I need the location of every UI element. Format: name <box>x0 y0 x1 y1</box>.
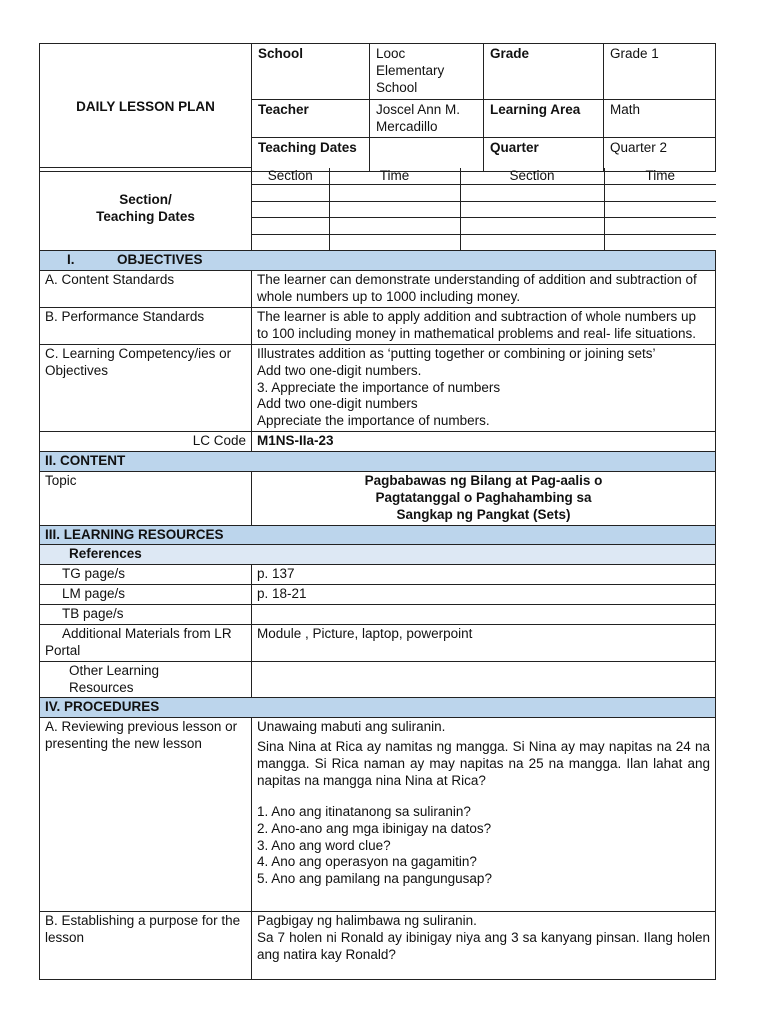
procedure-a-question: 5. Ano ang pamilang na pangungusap? <box>257 871 492 887</box>
topic-line: Sangkap ng Pangkat (Sets) <box>396 506 571 522</box>
header-table <box>39 43 716 172</box>
content-standards-label: A. Content Standards <box>40 271 252 308</box>
topic-label: Topic <box>40 471 252 525</box>
objectives-heading-num: I. <box>67 252 75 268</box>
procedure-a-question: 1. Ano ang itinatanong sa suliranin? <box>257 803 471 819</box>
tg-value: p. 137 <box>252 565 716 585</box>
schedule-cell[interactable] <box>604 201 716 218</box>
schedule-cell[interactable] <box>604 234 716 250</box>
competency-line: Appreciate the importance of numbers. <box>257 413 490 429</box>
performance-standards-text: The learner is able to apply addition and subtraction of whole numbers up to 100 including money in mathematical problems and real- life situations. <box>252 308 716 345</box>
lc-code-value: M1NS-IIa-23 <box>252 432 716 452</box>
col-section-1: Section <box>252 168 329 185</box>
schedule-grid <box>252 168 716 251</box>
schedule-label <box>40 168 252 251</box>
school-label: School <box>252 44 370 100</box>
procedure-a-question: 3. Ano ang word clue? <box>257 837 391 853</box>
additional-materials-label: Additional Materials from LR Portal <box>40 624 252 661</box>
schedule-label-line2: Teaching Dates <box>96 209 195 225</box>
schedule-label-line1: Section/ <box>119 192 172 208</box>
schedule-cell[interactable] <box>604 218 716 235</box>
competency-text <box>252 344 716 431</box>
procedure-a-intro: Unawaing mabuti ang suliranin. <box>257 719 446 735</box>
schedule-cell[interactable] <box>329 234 460 250</box>
quarter-value: Quarter 2 <box>604 138 716 172</box>
competency-line: 3. Appreciate the importance of numbers <box>257 379 501 395</box>
teacher-value: Joscel Ann M. Mercadillo <box>370 99 484 138</box>
other-resources-label-2: Resources <box>69 679 134 695</box>
procedure-a-question: 4. Ano ang operasyon na gagamitin? <box>257 854 477 870</box>
competency-line: Add two one-digit numbers. <box>257 362 422 378</box>
procedure-b-problem: Sa 7 holen ni Ronald ay ibinigay niya ang 3 sa kanyang pinsan. Ilang holen ang natira kay Ronald? <box>257 930 710 962</box>
objectives-heading-text: OBJECTIVES <box>117 252 203 268</box>
schedule-cell[interactable] <box>252 201 329 218</box>
grade-label: Grade <box>484 44 604 100</box>
col-time-2: Time <box>604 168 716 185</box>
lm-label: LM page/s <box>40 585 252 605</box>
schedule-cell[interactable] <box>460 218 604 235</box>
document-title: DAILY LESSON PLAN <box>40 44 252 172</box>
col-section-2: Section <box>460 168 604 185</box>
content-standards-text: The learner can demonstrate understanding of addition and subtraction of whole numbers up to 1000 including money. <box>252 271 716 308</box>
quarter-label: Quarter <box>484 138 604 172</box>
topic-line: Pagtatanggal o Paghahambing sa <box>375 489 592 505</box>
procedure-b-text <box>252 912 716 980</box>
procedure-a-question: 2. Ano-ano ang mga ibinigay na datos? <box>257 820 492 836</box>
lc-code-label: LC Code <box>40 432 252 452</box>
competency-line: Add two one-digit numbers <box>257 396 418 412</box>
additional-materials-value: Module , Picture, laptop, powerpoint <box>252 624 716 661</box>
schedule-cell[interactable] <box>252 234 329 250</box>
objectives-heading <box>40 251 716 271</box>
lm-value: p. 18-21 <box>252 585 716 605</box>
competency-line: Illustrates addition as ‘putting together or combining or joining sets’ <box>257 345 656 361</box>
procedure-b-label: B. Establishing a purpose for the lesson <box>40 912 252 980</box>
school-value: Looc Elementary School <box>370 44 484 100</box>
procedure-a-label: A. Reviewing previous lesson or presenting the new lesson <box>40 718 252 912</box>
competency-label: C. Learning Competency/ies or Objectives <box>40 344 252 431</box>
schedule-cell[interactable] <box>329 201 460 218</box>
teacher-label: Teacher <box>252 99 370 138</box>
teaching-dates-label: Teaching Dates <box>252 138 370 172</box>
performance-standards-label: B. Performance Standards <box>40 308 252 345</box>
schedule-cell[interactable] <box>329 218 460 235</box>
procedure-a-text <box>252 718 716 912</box>
grade-value: Grade 1 <box>604 44 716 100</box>
other-resources-label-1: Other Learning <box>69 662 160 678</box>
schedule-cell[interactable] <box>460 234 604 250</box>
references-heading: References <box>40 545 716 565</box>
schedule-table <box>252 168 716 251</box>
other-resources-value <box>252 661 716 698</box>
lesson-table <box>39 167 716 980</box>
schedule-cell[interactable] <box>604 185 716 202</box>
tb-value <box>252 605 716 625</box>
procedure-a-problem: Sina Nina at Rica ay namitas ng mangga. Si Nina ay may napitas na 24 na mangga. Si Rica naman ay may napitas na 25 na mangga. Ilan lahat ang napitas na mangga nina Nina at Rica? <box>257 739 710 788</box>
schedule-cell[interactable] <box>329 185 460 202</box>
learning-area-label: Learning Area <box>484 99 604 138</box>
topic-line: Pagbabawas ng Bilang at Pag-aalis o <box>364 472 603 488</box>
schedule-row <box>40 168 716 251</box>
schedule-cell[interactable] <box>252 185 329 202</box>
content-heading: II. CONTENT <box>40 452 716 472</box>
procedure-b-intro: Pagbigay ng halimbawa ng suliranin. <box>257 913 477 929</box>
schedule-cell[interactable] <box>252 218 329 235</box>
resources-heading: III. LEARNING RESOURCES <box>40 525 716 545</box>
schedule-cell[interactable] <box>460 185 604 202</box>
topic-text <box>252 471 716 525</box>
col-time-1: Time <box>329 168 460 185</box>
learning-area-value: Math <box>604 99 716 138</box>
schedule-cell[interactable] <box>460 201 604 218</box>
procedures-heading: IV. PROCEDURES <box>40 698 716 718</box>
tb-label: TB page/s <box>40 605 252 625</box>
tg-label: TG page/s <box>40 565 252 585</box>
other-resources-label <box>40 661 252 698</box>
